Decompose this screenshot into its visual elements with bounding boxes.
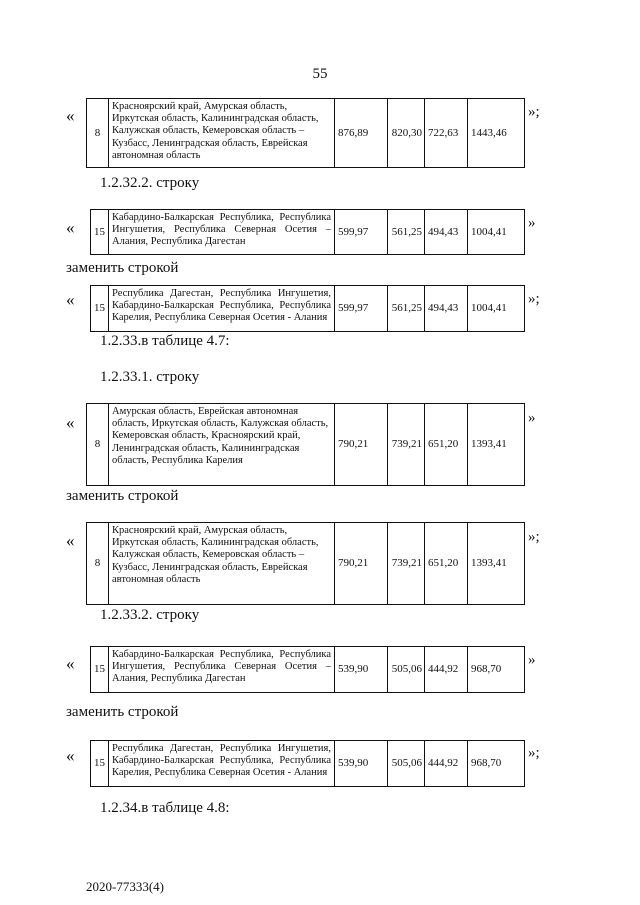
paragraph-7: заменить строкой [66,704,179,720]
value-3: 651,20 [425,404,468,486]
value-2: 739,21 [388,404,425,486]
page-number: 55 [312,66,328,82]
table-row [90,285,525,332]
close-quote: »; [528,529,540,545]
regions-cell: Республика Дагестан, Республика Ингушетия, Кабардино-Балкарская Республика, Республика Карелия, Республика Северная Осетия - Алания [109,286,335,332]
value-1: 539,90 [335,647,388,693]
table-row [86,522,525,605]
open-quote: « [66,531,75,550]
value-4: 1443,46 [468,99,525,168]
value-4: 1393,41 [468,523,525,605]
close-quote: »; [528,104,540,120]
value-1: 790,21 [335,404,388,486]
table-row [86,98,525,168]
value-4: 1004,41 [468,286,525,332]
regions-cell: Красноярский край, Амурская область, Иркутская область, Калининградская область, Калужская область, Кемеровская область – Кузбасс, Ленинградская область, Еврейская автономная область [109,523,335,605]
open-quote: « [66,290,75,309]
paragraph-5: заменить строкой [66,488,179,504]
value-1: 539,90 [335,741,388,787]
value-2: 505,06 [388,741,425,787]
value-3: 651,20 [425,523,468,605]
regions-cell: Красноярский край, Амурская область, Иркутская область, Калининградская область, Калужская область, Кемеровская область – Кузбасс, Ленинградская область, Еврейская автономная область [109,99,335,168]
paragraph-2: заменить строкой [66,260,179,276]
value-1: 599,97 [335,286,388,332]
table-row [86,403,525,486]
open-quote: « [66,218,75,237]
value-2: 561,25 [388,286,425,332]
value-4: 1393,41 [468,404,525,486]
paragraph-1: 1.2.32.2. строку [100,175,200,191]
value-2: 739,21 [388,523,425,605]
paragraph-4: 1.2.33.1. строку [100,369,200,385]
value-3: 444,92 [425,647,468,693]
row-number: 8 [87,523,109,605]
open-quote: « [66,746,75,765]
table-row [90,646,525,693]
row-number: 15 [91,286,109,332]
value-1: 599,97 [335,210,388,255]
close-quote: » [528,215,536,231]
regions-cell: Амурская область, Еврейская автономная область, Иркутская область, Калужская область, Кемеровская область, Красноярский край, Ленинградская область, Калининградская область, Республика Карелия [109,404,335,486]
row-number: 15 [91,210,109,255]
value-3: 722,63 [425,99,468,168]
paragraph-8: 1.2.34.в таблице 4.8: [100,800,230,816]
value-4: 968,70 [468,741,525,787]
value-3: 494,43 [425,210,468,255]
regions-cell: Кабардино-Балкарская Республика, Республика Ингушетия, Республика Северная Осетия – Алания, Республика Дагестан [109,647,335,693]
value-4: 1004,41 [468,210,525,255]
value-1: 790,21 [335,523,388,605]
value-2: 820,30 [388,99,425,168]
value-2: 561,25 [388,210,425,255]
value-2: 505,06 [388,647,425,693]
value-3: 444,92 [425,741,468,787]
regions-cell: Кабардино-Балкарская Республика, Республика Ингушетия, Республика Северная Осетия – Алания, Республика Дагестан [109,210,335,255]
row-number: 8 [87,404,109,486]
value-4: 968,70 [468,647,525,693]
row-number: 15 [91,647,109,693]
paragraph-6: 1.2.33.2. строку [100,607,200,623]
table-row [90,209,525,255]
open-quote: « [66,106,75,125]
value-3: 494,43 [425,286,468,332]
close-quote: »; [528,745,540,761]
value-1: 876,89 [335,99,388,168]
close-quote: » [528,652,536,668]
close-quote: »; [528,291,540,307]
document-footer: 2020-77333(4) [86,879,164,894]
open-quote: « [66,413,75,432]
paragraph-3: 1.2.33.в таблице 4.7: [100,333,230,349]
close-quote: » [528,410,536,426]
regions-cell: Республика Дагестан, Республика Ингушетия, Кабардино-Балкарская Республика, Республика Карелия, Республика Северная Осетия - Алания [109,741,335,787]
row-number: 15 [91,741,109,787]
row-number: 8 [87,99,109,168]
table-row [90,740,525,787]
open-quote: « [66,654,75,673]
